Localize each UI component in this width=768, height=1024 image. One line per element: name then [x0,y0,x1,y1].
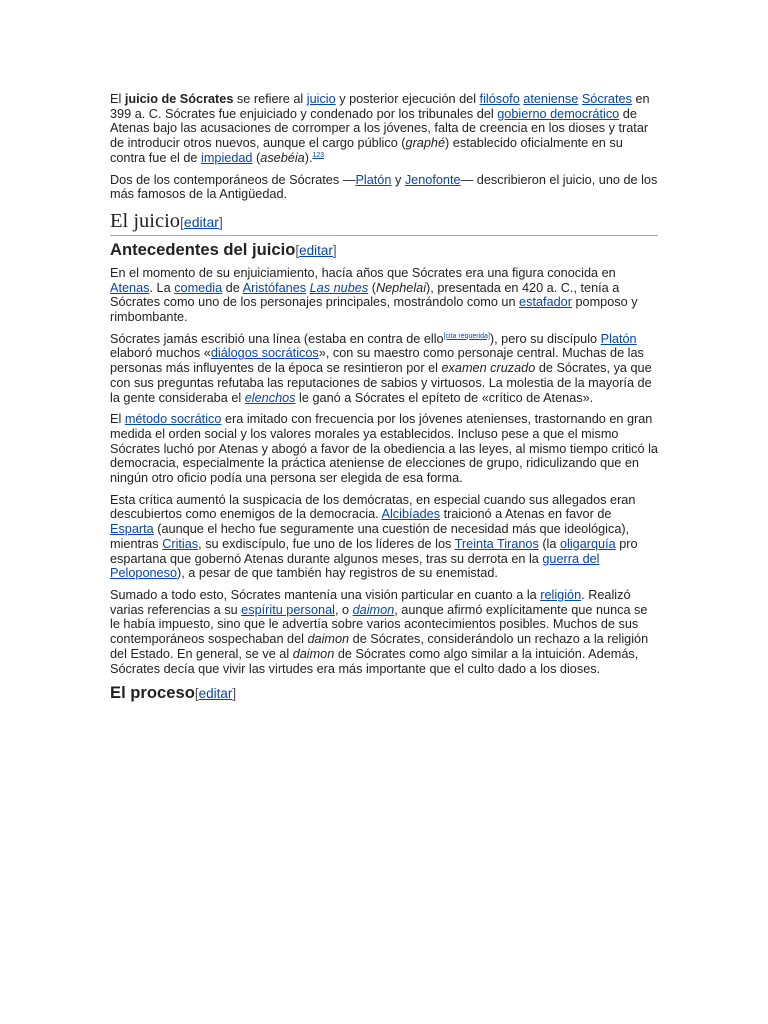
link-guerra-del-peloponeso[interactable]: guerra del Peloponeso [110,551,600,581]
italic-term: daimon [292,646,335,661]
text: de Sócrates, considerándolo un rechazo a la religión del Estado. En general, se ve al [110,632,649,661]
link-socrates[interactable]: Sócrates [581,92,632,106]
text: pro espartana que gobernó Atenas durante algunos meses, tras su derrota en la [110,536,638,566]
text: se refiere al [233,92,307,106]
paragraph-antecedentes-1 [110,266,658,325]
reference-link[interactable]: 123 [312,151,325,159]
text: de Sócrates como algo similar a la intuición. Además, Sócrates decía que vivir las virtudes era más importante que el culto dado a los dioses. [110,646,639,676]
text: Esta crítica aumentó la suspicacia de los demócratas, en especial cuando sus allegados eran descubiertos como enemigos de la democracia. [110,492,636,522]
bold-term: juicio de Sócrates [124,92,234,106]
link-jenofonte[interactable]: Jenofonte [404,172,461,187]
link-gobierno-democratico[interactable]: gobierno democrático [497,106,620,121]
link-espiritu-personal[interactable]: espíritu personal [241,602,335,617]
text: , su exdiscípulo, fue uno de los líderes de los [198,536,455,551]
text: en 399 a. C. Sócrates fue enjuiciado y condenado por los tribunales del [110,92,650,121]
text: de [222,280,243,295]
text: ( [368,280,376,295]
text: . Realizó varias referencias a su [110,587,631,617]
intro-paragraph-2 [110,173,658,202]
text: traicionó a Atenas en favor de [440,507,612,522]
edit-section-bracket: [editar] [295,242,337,258]
italic-term: daimon [307,632,350,647]
text: y [391,172,405,187]
text: ), pero su discípulo [489,331,601,346]
paragraph-antecedentes-4 [110,493,658,581]
text: le ganó a Sócrates el epíteto de «crítico de Atenas». [295,390,594,405]
text: Sócrates jamás escribió una línea (estaba en contra de ello [110,331,444,346]
edit-section-bracket: [editar] [180,213,223,230]
text: En el momento de su enjuiciamiento, hacía años que Sócrates era una figura conocida en [110,265,616,280]
text: de Sócrates, ya que con sus preguntas refutaba las reputaciones de sabios y virtuosos. La molestia de la mayoría de la gente consideraba el [110,361,652,405]
link-critias[interactable]: Critias [162,536,199,551]
paragraph-antecedentes-3 [110,412,658,486]
italic-link-text: elenchos [244,390,296,405]
link-ateniense[interactable]: ateniense [523,92,579,106]
subsection-heading-el-proceso [110,683,658,704]
edit-section-bracket: [editar] [194,686,237,702]
link-dialogos-socraticos[interactable]: diálogos socráticos [210,346,319,361]
link-alcibiades[interactable]: Alcibíades [381,507,441,522]
text: Dos de los contemporáneos de Sócrates — [110,172,356,187]
intro-paragraph-1 [110,92,658,166]
link-elenchos[interactable] [245,391,296,405]
section-heading-el-juicio [110,209,658,236]
link-platon[interactable]: Platón [600,331,637,346]
text: El [110,412,125,427]
text: (la [538,536,560,551]
text: (aunque el hecho fue seguramente una cuestión de necesidad más que ideológica), mientras [110,522,630,551]
subsection-heading-antecedentes [110,240,658,261]
link-oligarquia[interactable]: oligarquía [559,536,616,551]
edit-link[interactable]: editar [183,213,219,230]
text: pomposo y rimbombante. [110,295,638,325]
link-daimon[interactable] [353,603,395,617]
text: , o [334,602,353,617]
text: ), presentada en 420 a. C., tenía a Sócrates como uno de los personajes principales, mostrándolo como un [110,280,620,310]
text: ). [304,150,313,165]
text: ), a pesar de que también hay registros de su enemistad. [177,566,498,581]
link-estafador[interactable]: estafador [519,295,572,310]
paragraph-antecedentes-2 [110,332,658,406]
link-juicio[interactable]: juicio [306,92,336,106]
text: ( [252,150,261,165]
link-las-nubes[interactable] [310,281,369,295]
heading-text: Antecedentes del juicio [110,239,296,259]
citation-needed-link[interactable]: [cita requerida] [443,332,490,340]
link-comedia[interactable]: comedia [174,280,223,295]
link-metodo-socratico[interactable]: método socrático [124,412,222,427]
italic-link-text: Las nubes [309,280,369,295]
text: El [110,92,125,106]
link-filosofo[interactable]: filósofo [479,92,520,106]
link-treinta-tiranos[interactable]: Treinta Tiranos [454,536,539,551]
text: . La [149,280,175,295]
italic-term: graphé [405,136,446,151]
italic-link-text: daimon [352,602,395,617]
text: elaboró muchos « [110,346,211,361]
text: Sumado a todo esto, Sócrates mantenía una visión particular en cuanto a la [110,587,541,602]
paragraph-antecedentes-5 [110,588,658,676]
text: y posterior ejecución del [335,92,480,106]
text: , aunque afirmó explícitamente que nunca se le había impuesto, sino que le advertía sobre varios acontecimientos posibles. Muchos de sus contemporáneos sospechaban del [110,602,648,647]
text: — describieron el juicio, uno de los más famosos de la Antigüedad. [110,172,658,202]
text: ) establecido oficialmente en su contra fue el de [110,136,623,165]
heading-text: El juicio [110,209,181,232]
link-impiedad[interactable]: impiedad [201,150,253,165]
link-atenas[interactable]: Atenas [110,280,150,295]
edit-link[interactable]: editar [198,686,233,702]
link-esparta[interactable]: Esparta [110,522,154,537]
link-platon[interactable]: Platón [355,172,392,187]
italic-term: examen cruzado [441,361,536,376]
link-religion[interactable]: religión [540,587,582,602]
article-body [110,92,658,709]
text: de Atenas bajo las acusaciones de corromper a los jóvenes, falta de creencia en los dioses y tratar de introducir otros nuevos, aunque el cargo público ( [110,106,649,151]
italic-term: asebéia [260,150,305,165]
text: era imitado con frecuencia por los jóvenes atenienses, trastornando en gran medida el orden social y los valores morales ya establecidos. Incluso pese a que el mismo Sócrates luchó por Atenas y abogó a favor de la obediencia a las leyes, al mismo tiempo criticó la democracia, especialmente la práctica ateniense de elecciones de grupo, ridiculizando que en ningún otro oficio podía una persona ser elegida de esa forma. [110,412,658,486]
heading-text: El proceso [110,683,195,703]
text: », con su maestro como personaje central. Muchas de las personas más influyentes de la época se resintieron por el [110,346,644,376]
edit-link[interactable]: editar [299,242,333,258]
link-aristofanes[interactable]: Aristófanes [242,280,307,295]
italic-term: Nephelai [375,280,427,295]
